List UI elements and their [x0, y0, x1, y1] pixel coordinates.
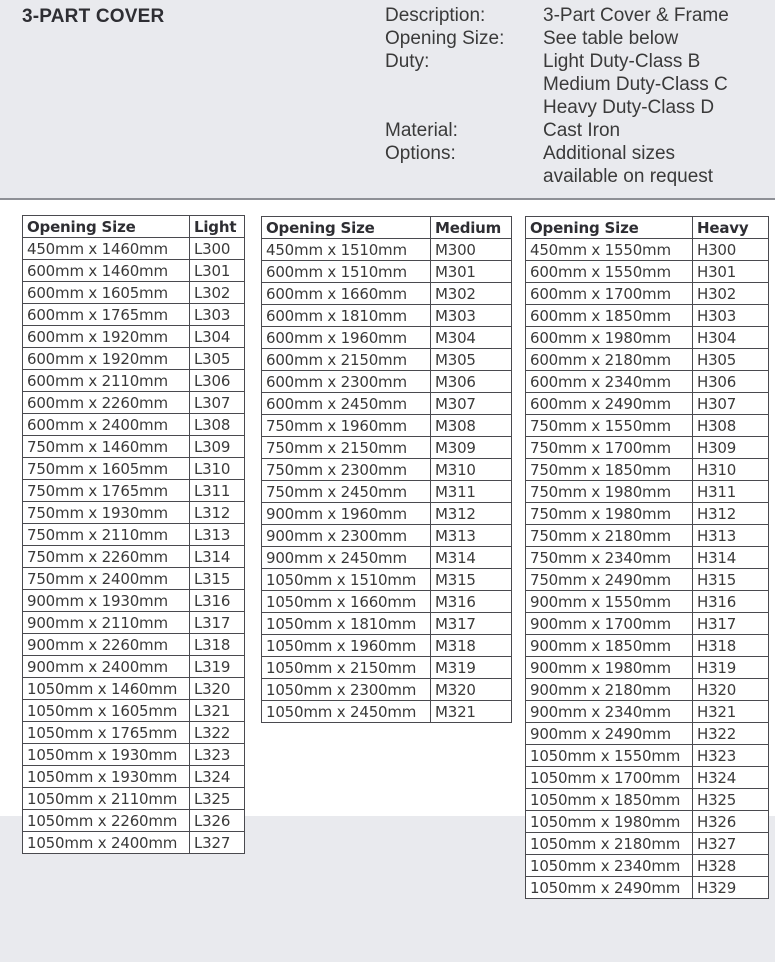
table-row: [262, 415, 512, 437]
opening-size-cell: 600mm x 2400mm: [23, 414, 190, 436]
page-title: 3-PART COVER: [22, 6, 165, 27]
table-row: [262, 701, 512, 723]
product-code-cell: H324: [693, 767, 769, 789]
opening-size-cell: 1050mm x 2150mm: [262, 657, 431, 679]
table-row: [262, 437, 512, 459]
table-row: [262, 305, 512, 327]
table-row: [23, 524, 245, 546]
table-row: [526, 569, 769, 591]
product-code-cell: H329: [693, 877, 769, 899]
opening-size-cell: 900mm x 1550mm: [526, 591, 693, 613]
product-code-cell: H313: [693, 525, 769, 547]
spec-label-duty: Duty:: [385, 51, 430, 72]
product-code-cell: L309: [190, 436, 245, 458]
opening-size-cell: 750mm x 2300mm: [262, 459, 431, 481]
medium-duty-table: [261, 216, 512, 723]
opening-size-cell: 1050mm x 2110mm: [23, 788, 190, 810]
opening-size-cell: 600mm x 1510mm: [262, 261, 431, 283]
table-row: [23, 568, 245, 590]
table-row: [262, 393, 512, 415]
product-code-cell: H327: [693, 833, 769, 855]
table-row: [262, 679, 512, 701]
product-code-cell: L308: [190, 414, 245, 436]
opening-size-cell: 600mm x 1810mm: [262, 305, 431, 327]
column-header-opening-size: Opening Size: [262, 217, 431, 239]
table-row: [262, 261, 512, 283]
column-header-light: Light: [190, 216, 245, 238]
product-code-cell: M303: [431, 305, 512, 327]
table-row: [262, 591, 512, 613]
table-row: [262, 349, 512, 371]
product-code-cell: M310: [431, 459, 512, 481]
product-code-cell: M301: [431, 261, 512, 283]
product-code-cell: M308: [431, 415, 512, 437]
product-code-cell: H309: [693, 437, 769, 459]
opening-size-cell: 1050mm x 2180mm: [526, 833, 693, 855]
opening-size-cell: 900mm x 2450mm: [262, 547, 431, 569]
opening-size-cell: 600mm x 1920mm: [23, 348, 190, 370]
product-code-cell: H306: [693, 371, 769, 393]
product-code-cell: M305: [431, 349, 512, 371]
product-code-cell: H303: [693, 305, 769, 327]
spec-value-duty-light: Light Duty-Class B: [543, 51, 701, 72]
opening-size-cell: 750mm x 1980mm: [526, 481, 693, 503]
product-code-cell: M302: [431, 283, 512, 305]
column-header-heavy: Heavy: [693, 217, 769, 239]
opening-size-cell: 600mm x 2490mm: [526, 393, 693, 415]
opening-size-cell: 750mm x 1980mm: [526, 503, 693, 525]
product-code-cell: M304: [431, 327, 512, 349]
opening-size-cell: 450mm x 1550mm: [526, 239, 693, 261]
table-row: [23, 788, 245, 810]
opening-size-cell: 750mm x 1850mm: [526, 459, 693, 481]
table-row: [262, 569, 512, 591]
opening-size-cell: 600mm x 1765mm: [23, 304, 190, 326]
product-code-cell: H302: [693, 283, 769, 305]
table-row: [526, 547, 769, 569]
product-code-cell: L316: [190, 590, 245, 612]
product-code-cell: L317: [190, 612, 245, 634]
opening-size-cell: 1050mm x 1510mm: [262, 569, 431, 591]
spec-label-description: Description:: [385, 5, 486, 26]
opening-size-cell: 750mm x 1550mm: [526, 415, 693, 437]
table-row: [23, 282, 245, 304]
product-code-cell: M311: [431, 481, 512, 503]
product-code-cell: H317: [693, 613, 769, 635]
opening-size-cell: 600mm x 2340mm: [526, 371, 693, 393]
opening-size-cell: 1050mm x 1460mm: [23, 678, 190, 700]
product-code-cell: M312: [431, 503, 512, 525]
table-header-row: [526, 217, 769, 239]
table-row: [23, 260, 245, 282]
table-row: [23, 238, 245, 260]
opening-size-cell: 1050mm x 2340mm: [526, 855, 693, 877]
table-row: [23, 634, 245, 656]
opening-size-cell: 750mm x 1930mm: [23, 502, 190, 524]
light-duty-table: [22, 215, 245, 854]
opening-size-cell: 450mm x 1510mm: [262, 239, 431, 261]
product-code-cell: L307: [190, 392, 245, 414]
table-row: [262, 525, 512, 547]
opening-size-cell: 750mm x 2260mm: [23, 546, 190, 568]
product-code-cell: L313: [190, 524, 245, 546]
table-row: [262, 327, 512, 349]
table-row: [526, 437, 769, 459]
opening-size-cell: 900mm x 1850mm: [526, 635, 693, 657]
opening-size-cell: 600mm x 1960mm: [262, 327, 431, 349]
product-code-cell: L323: [190, 744, 245, 766]
table-row: [23, 414, 245, 436]
table-row: [23, 810, 245, 832]
product-code-cell: L321: [190, 700, 245, 722]
opening-size-cell: 750mm x 1605mm: [23, 458, 190, 480]
opening-size-cell: 600mm x 1700mm: [526, 283, 693, 305]
product-code-cell: L306: [190, 370, 245, 392]
product-code-cell: H310: [693, 459, 769, 481]
opening-size-cell: 900mm x 2490mm: [526, 723, 693, 745]
opening-size-cell: 1050mm x 1810mm: [262, 613, 431, 635]
opening-size-cell: 600mm x 1460mm: [23, 260, 190, 282]
table-row: [526, 745, 769, 767]
product-code-cell: H320: [693, 679, 769, 701]
table-row: [23, 326, 245, 348]
opening-size-cell: 600mm x 2150mm: [262, 349, 431, 371]
table-row: [23, 458, 245, 480]
table-row: [526, 503, 769, 525]
table-row: [526, 789, 769, 811]
spec-value-opening-size: See table below: [543, 28, 679, 49]
opening-size-cell: 900mm x 1930mm: [23, 590, 190, 612]
product-code-cell: L326: [190, 810, 245, 832]
product-code-cell: H318: [693, 635, 769, 657]
table-row: [262, 459, 512, 481]
table-row: [23, 304, 245, 326]
table-row: [262, 503, 512, 525]
table-row: [526, 393, 769, 415]
column-header-medium: Medium: [431, 217, 512, 239]
opening-size-cell: 900mm x 1960mm: [262, 503, 431, 525]
opening-size-cell: 900mm x 2300mm: [262, 525, 431, 547]
opening-size-cell: 1050mm x 1605mm: [23, 700, 190, 722]
product-code-cell: H322: [693, 723, 769, 745]
opening-size-cell: 750mm x 1460mm: [23, 436, 190, 458]
opening-size-cell: 1050mm x 1700mm: [526, 767, 693, 789]
product-code-cell: H301: [693, 261, 769, 283]
opening-size-cell: 750mm x 2490mm: [526, 569, 693, 591]
product-code-cell: L301: [190, 260, 245, 282]
product-code-cell: H325: [693, 789, 769, 811]
heavy-duty-table: [525, 216, 769, 899]
opening-size-cell: 900mm x 2110mm: [23, 612, 190, 634]
table-row: [23, 678, 245, 700]
table-row: [526, 833, 769, 855]
product-code-cell: L300: [190, 238, 245, 260]
product-code-cell: M307: [431, 393, 512, 415]
product-code-cell: L302: [190, 282, 245, 304]
table-header-row: [23, 216, 245, 238]
opening-size-cell: 1050mm x 1550mm: [526, 745, 693, 767]
spec-value-options-line-2: available on request: [543, 166, 714, 187]
opening-size-cell: 900mm x 2180mm: [526, 679, 693, 701]
table-row: [23, 436, 245, 458]
opening-size-cell: 900mm x 2340mm: [526, 701, 693, 723]
spec-value-duty-heavy: Heavy Duty-Class D: [543, 97, 715, 118]
table-row: [526, 481, 769, 503]
product-code-cell: H326: [693, 811, 769, 833]
product-code-cell: M319: [431, 657, 512, 679]
opening-size-cell: 750mm x 2150mm: [262, 437, 431, 459]
product-code-cell: L322: [190, 722, 245, 744]
table-row: [262, 239, 512, 261]
table-row: [526, 415, 769, 437]
table-header-row: [262, 217, 512, 239]
opening-size-cell: 1050mm x 1980mm: [526, 811, 693, 833]
table-row: [262, 635, 512, 657]
product-code-cell: L327: [190, 832, 245, 854]
table-row: [526, 349, 769, 371]
product-code-cell: H316: [693, 591, 769, 613]
opening-size-cell: 1050mm x 2450mm: [262, 701, 431, 723]
product-code-cell: H300: [693, 239, 769, 261]
product-code-cell: M321: [431, 701, 512, 723]
opening-size-cell: 1050mm x 1960mm: [262, 635, 431, 657]
product-code-cell: L303: [190, 304, 245, 326]
product-code-cell: M317: [431, 613, 512, 635]
table-row: [262, 657, 512, 679]
opening-size-cell: 750mm x 1960mm: [262, 415, 431, 437]
table-row: [526, 635, 769, 657]
opening-size-cell: 900mm x 2260mm: [23, 634, 190, 656]
opening-size-cell: 600mm x 1980mm: [526, 327, 693, 349]
opening-size-cell: 600mm x 2110mm: [23, 370, 190, 392]
product-code-cell: H308: [693, 415, 769, 437]
table-row: [262, 613, 512, 635]
opening-size-cell: 450mm x 1460mm: [23, 238, 190, 260]
product-code-cell: H312: [693, 503, 769, 525]
opening-size-cell: 1050mm x 1850mm: [526, 789, 693, 811]
table-row: [526, 811, 769, 833]
product-code-cell: M318: [431, 635, 512, 657]
table-row: [526, 525, 769, 547]
table-row: [23, 480, 245, 502]
product-code-cell: L325: [190, 788, 245, 810]
table-row: [262, 481, 512, 503]
table-row: [262, 283, 512, 305]
spec-label-options: Options:: [385, 143, 456, 164]
product-code-cell: M316: [431, 591, 512, 613]
opening-size-cell: 600mm x 2450mm: [262, 393, 431, 415]
table-row: [23, 502, 245, 524]
table-row: [526, 591, 769, 613]
table-row: [526, 459, 769, 481]
product-code-cell: M315: [431, 569, 512, 591]
spec-value-description: 3-Part Cover & Frame: [543, 5, 729, 26]
spec-value-options-line-1: Additional sizes: [543, 143, 676, 164]
opening-size-cell: 900mm x 2400mm: [23, 656, 190, 678]
opening-size-cell: 750mm x 2400mm: [23, 568, 190, 590]
opening-size-cell: 900mm x 1700mm: [526, 613, 693, 635]
spec-label-opening-size: Opening Size:: [385, 28, 505, 49]
opening-size-cell: 1050mm x 1930mm: [23, 766, 190, 788]
column-header-opening-size: Opening Size: [526, 217, 693, 239]
opening-size-cell: 750mm x 1700mm: [526, 437, 693, 459]
table-row: [526, 679, 769, 701]
product-code-cell: L318: [190, 634, 245, 656]
product-code-cell: H311: [693, 481, 769, 503]
opening-size-cell: 750mm x 2340mm: [526, 547, 693, 569]
table-row: [526, 261, 769, 283]
product-code-cell: L315: [190, 568, 245, 590]
opening-size-cell: 750mm x 2180mm: [526, 525, 693, 547]
table-row: [23, 832, 245, 854]
spec-labels: [385, 4, 504, 165]
opening-size-cell: 600mm x 2180mm: [526, 349, 693, 371]
table-row: [23, 392, 245, 414]
table-row: [526, 305, 769, 327]
opening-size-cell: 750mm x 1765mm: [23, 480, 190, 502]
opening-size-cell: 600mm x 1660mm: [262, 283, 431, 305]
spec-values: [543, 4, 729, 188]
opening-size-cell: 600mm x 2300mm: [262, 371, 431, 393]
opening-size-cell: 1050mm x 1765mm: [23, 722, 190, 744]
table-row: [23, 612, 245, 634]
product-code-cell: H319: [693, 657, 769, 679]
product-code-cell: L305: [190, 348, 245, 370]
product-code-cell: M300: [431, 239, 512, 261]
table-row: [526, 613, 769, 635]
product-code-cell: L314: [190, 546, 245, 568]
opening-size-cell: 600mm x 1850mm: [526, 305, 693, 327]
product-code-cell: M320: [431, 679, 512, 701]
product-code-cell: L311: [190, 480, 245, 502]
product-code-cell: H323: [693, 745, 769, 767]
table-row: [526, 239, 769, 261]
opening-size-cell: 1050mm x 2490mm: [526, 877, 693, 899]
spec-value-duty-medium: Medium Duty-Class C: [543, 74, 728, 95]
table-row: [526, 701, 769, 723]
opening-size-cell: 600mm x 1920mm: [23, 326, 190, 348]
table-row: [526, 855, 769, 877]
product-code-cell: H315: [693, 569, 769, 591]
table-row: [23, 744, 245, 766]
opening-size-cell: 1050mm x 2400mm: [23, 832, 190, 854]
opening-size-cell: 600mm x 1605mm: [23, 282, 190, 304]
product-code-cell: H321: [693, 701, 769, 723]
opening-size-cell: 750mm x 2110mm: [23, 524, 190, 546]
table-row: [23, 348, 245, 370]
table-row: [526, 283, 769, 305]
table-row: [526, 767, 769, 789]
product-code-cell: L324: [190, 766, 245, 788]
product-code-cell: H314: [693, 547, 769, 569]
product-code-cell: L312: [190, 502, 245, 524]
product-code-cell: M309: [431, 437, 512, 459]
spec-value-material: Cast Iron: [543, 120, 621, 141]
table-row: [23, 656, 245, 678]
table-row: [526, 877, 769, 899]
table-row: [23, 766, 245, 788]
table-row: [23, 370, 245, 392]
spec-label-material: Material:: [385, 120, 458, 141]
table-row: [526, 657, 769, 679]
table-row: [262, 547, 512, 569]
product-code-cell: M313: [431, 525, 512, 547]
product-code-cell: L310: [190, 458, 245, 480]
product-code-cell: H328: [693, 855, 769, 877]
product-code-cell: M306: [431, 371, 512, 393]
opening-size-cell: 900mm x 1980mm: [526, 657, 693, 679]
table-row: [526, 327, 769, 349]
table-row: [526, 723, 769, 745]
table-row: [526, 371, 769, 393]
opening-size-cell: 1050mm x 2300mm: [262, 679, 431, 701]
opening-size-cell: 1050mm x 2260mm: [23, 810, 190, 832]
product-code-cell: L320: [190, 678, 245, 700]
table-row: [23, 722, 245, 744]
product-code-cell: M314: [431, 547, 512, 569]
opening-size-cell: 1050mm x 1930mm: [23, 744, 190, 766]
opening-size-cell: 1050mm x 1660mm: [262, 591, 431, 613]
product-code-cell: L319: [190, 656, 245, 678]
table-row: [23, 546, 245, 568]
product-code-cell: H304: [693, 327, 769, 349]
opening-size-cell: 600mm x 1550mm: [526, 261, 693, 283]
table-row: [262, 371, 512, 393]
opening-size-cell: 750mm x 2450mm: [262, 481, 431, 503]
product-code-cell: H307: [693, 393, 769, 415]
product-code-cell: L304: [190, 326, 245, 348]
table-row: [23, 700, 245, 722]
opening-size-cell: 600mm x 2260mm: [23, 392, 190, 414]
product-code-cell: H305: [693, 349, 769, 371]
table-row: [23, 590, 245, 612]
column-header-opening-size: Opening Size: [23, 216, 190, 238]
